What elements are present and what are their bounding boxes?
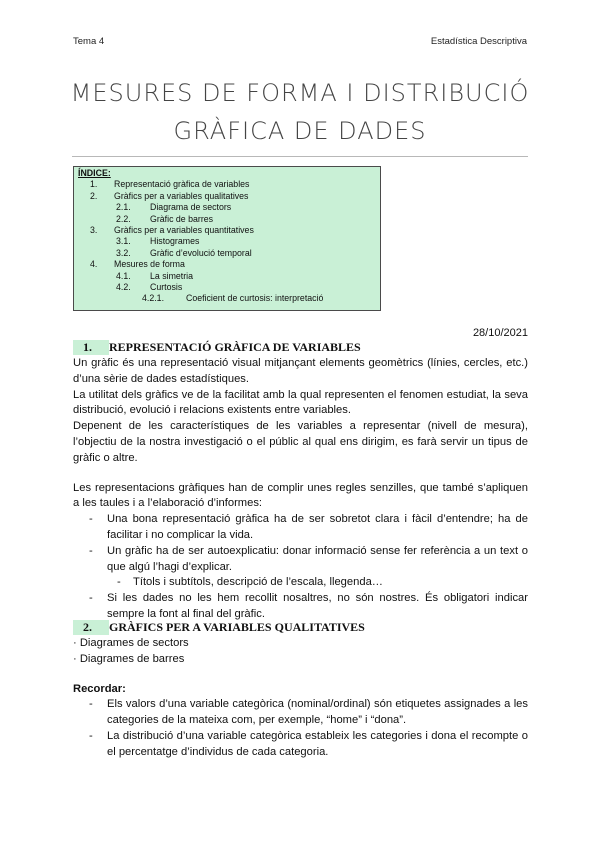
section-title: REPRESENTACIÓ GRÀFICA DE VARIABLES <box>109 340 361 354</box>
list-item: - Un gràfic ha de ser autoexplicatiu: donar informació sense fer referència a un text o que algú l’hagi d’explicar. <box>73 544 528 576</box>
section-1-heading <box>73 340 528 356</box>
header-topic: Tema 4 <box>73 36 105 47</box>
paragraph: La utilitat dels gràfics ve de la facilitat amb la qual representen el fenomen estudiat, la seva distribució, evolució i relacions existents entre variables. <box>73 388 528 417</box>
toc-item: 4.2.1. Coeficient de curtosis: interpretació <box>142 293 324 304</box>
toc-item: 2. Gràfics per a variables qualitatives <box>90 190 249 201</box>
rules-list <box>73 512 528 623</box>
toc-item: 3. Gràfics per a variables quantitatives <box>90 224 254 235</box>
list-item: - Títols i subtítols, descripció de l’escala, llegenda… <box>73 575 528 591</box>
toc-item: 3.2. Gràfic d’evolució temporal <box>116 247 252 258</box>
toc-item: 4.1. La simetria <box>116 270 194 281</box>
section-2-heading <box>73 620 528 636</box>
title-line-2: GRÀFICA DE DADES <box>173 117 427 145</box>
title-divider <box>72 156 528 157</box>
toc-item: 4. Mesures de forma <box>90 259 185 270</box>
section-number: 2. <box>73 620 109 635</box>
remember-label: Recordar: <box>73 682 126 695</box>
section-title: GRÀFICS PER A VARIABLES QUALITATIVES <box>109 620 365 634</box>
list-item: - Els valors d’una variable categòrica (nominal/ordinal) són etiquetes assignades a les categories de la mateixa com, per exemple, “home” i “dona”. <box>73 697 528 729</box>
list-item: - Una bona representació gràfica ha de ser sobretot clara i fàcil d’entendre; ha de facilitar i no complicar la vida. <box>73 512 528 544</box>
document-date: 28/10/2021 <box>472 327 528 339</box>
toc-item: 1. Representació gràfica de variables <box>90 179 250 190</box>
title-line-1: MESURES DE FORMA I DISTRIBUCIÓ <box>70 79 530 107</box>
list-item: - Si les dades no les hem recollit nosaltres, no són nostres. És obligatori indicar sempre la font al final del gràfic. <box>73 591 528 623</box>
toc-item: 2.2. Gràfic de barres <box>116 213 214 224</box>
toc-item: 4.2. Curtosis <box>116 281 183 292</box>
remember-list <box>73 697 528 760</box>
paragraph: Un gràfic és una representació visual mitjançant elements geomètrics (línies, cercles, etc.) d’una sèrie de dades estadístiques. <box>73 357 528 385</box>
list-item: · Diagrames de sectors <box>73 637 189 649</box>
section-1 <box>73 340 528 623</box>
section-number: 1. <box>73 340 109 355</box>
header-subject: Estadística Descriptiva <box>430 36 527 47</box>
toc-item: 2.1. Diagrama de sectors <box>116 202 232 213</box>
paragraph: Les representacions gràfiques han de complir unes regles senzilles, que també s’apliquen a les taules i a l’elaboració d’informes: <box>73 481 528 510</box>
table-of-contents <box>73 166 381 311</box>
toc-heading: ÍNDICE: <box>78 168 111 178</box>
section-2 <box>73 620 528 761</box>
list-item: · Diagrames de barres <box>73 652 185 665</box>
toc-item: 3.1. Histogrames <box>116 236 200 247</box>
document-title <box>40 74 560 150</box>
list-item: - La distribució d’una variable categòrica estableix les categories i dona el recompte o el percentatge d’individus de cada categoria. <box>73 729 528 761</box>
paragraph: Depenent de les característiques de les variables a representar (nivell de mesura), l’objectiu de la nostra investigació o el públic al qual ens dirigim, es farà servir un tipus de gràfic o altre. <box>73 420 528 464</box>
